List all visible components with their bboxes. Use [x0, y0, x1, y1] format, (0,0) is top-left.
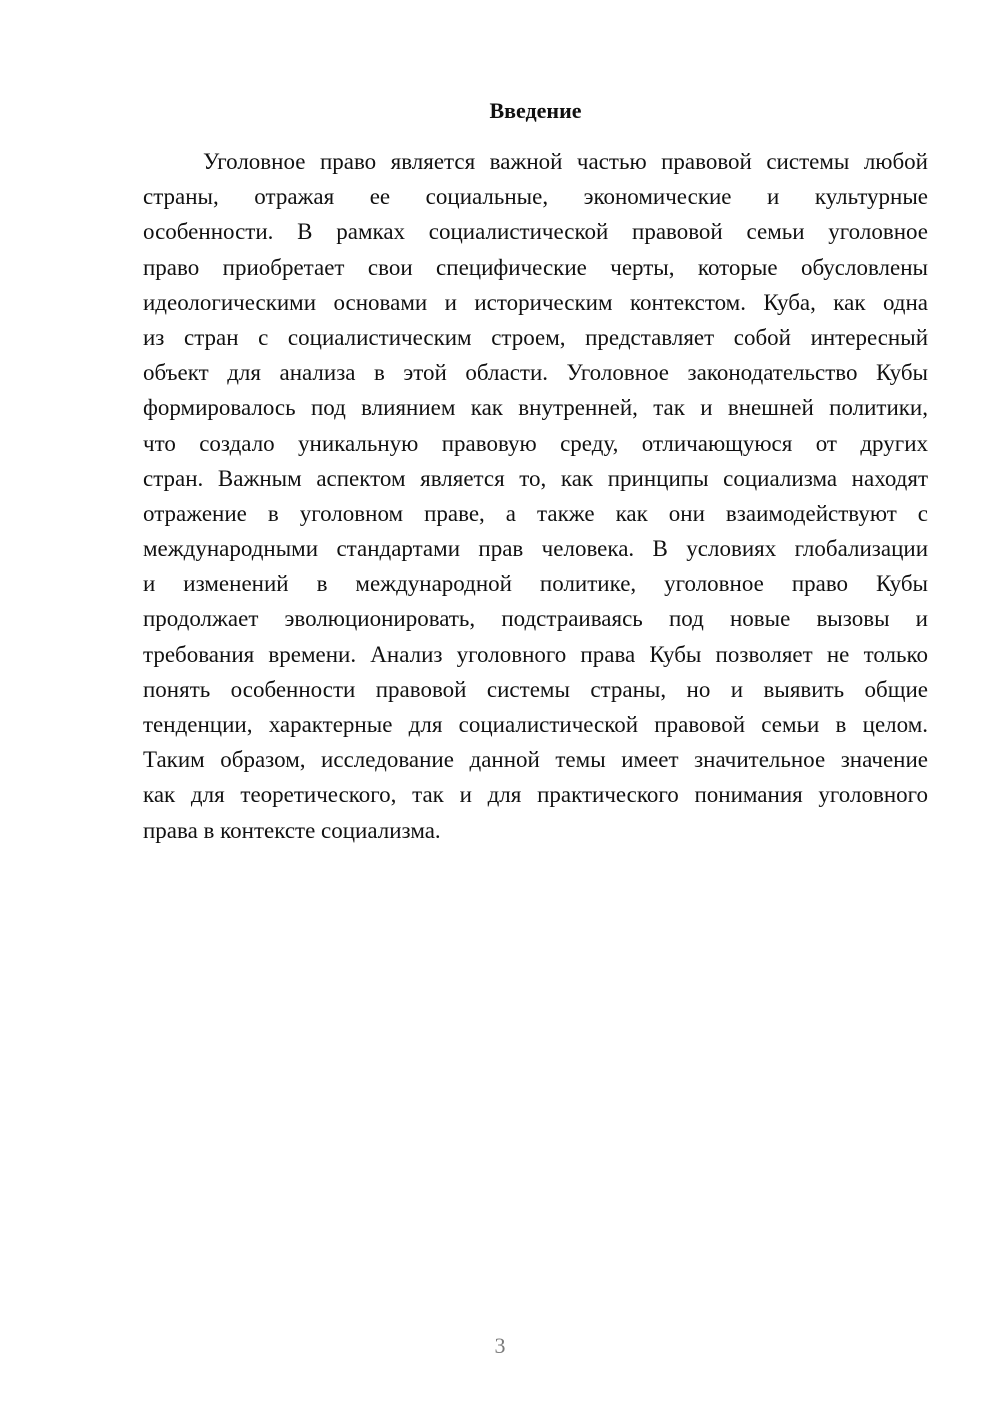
paragraph-line: стран. Важным аспектом является то, как принципы социализма находят	[143, 465, 928, 491]
paragraph-line: формировалось под влиянием как внутренней, так и внешней политики,	[143, 395, 928, 421]
paragraph-line: право приобретает свои специфические черты, которые обусловлены	[143, 254, 928, 280]
paragraph-line: понять особенности правовой системы страны, но и выявить общие	[143, 676, 928, 702]
paragraph-line: и изменений в международной политике, уголовное право Кубы	[143, 571, 928, 597]
paragraph-line: Уголовное право является важной частью правовой системы любой	[203, 149, 928, 174]
paragraph-line: продолжает эволюционировать, подстраиваясь под новые вызовы и	[143, 606, 928, 632]
page-number: 3	[494, 1333, 506, 1358]
paragraph-line: объект для анализа в этой области. Уголовное законодательство Кубы	[143, 360, 928, 386]
paragraph-line: тенденции, характерные для социалистической правовой семьи в целом.	[143, 712, 928, 737]
paragraph-line: что создало уникальную правовую среду, отличающуюся от других	[143, 430, 928, 456]
paragraph-line: отражение в уголовном праве, а также как они взаимодействуют с	[143, 500, 928, 526]
paragraph-line: международными стандартами прав человека. В условиях глобализации	[143, 536, 928, 562]
section-title: Введение	[489, 98, 582, 123]
introduction-paragraph	[143, 144, 928, 848]
paragraph-line: из стран с социалистическим строем, представляет собой интересный	[143, 324, 928, 350]
paragraph-line: как для теоретического, так и для практического понимания уголовного	[143, 782, 928, 808]
paragraph-line: страны, отражая ее социальные, экономические и культурные	[143, 184, 928, 210]
paragraph-line: права в контексте социализма.	[143, 817, 441, 843]
paragraph-line: Таким образом, исследование данной темы имеет значительное значение	[143, 747, 928, 773]
paragraph-line: идеологическими основами и историческим контекстом. Куба, как одна	[143, 289, 928, 315]
paragraph-line: особенности. В рамках социалистической правовой семьи уголовное	[143, 219, 928, 245]
paragraph-line: требования времени. Анализ уголовного права Кубы позволяет не только	[143, 641, 928, 667]
